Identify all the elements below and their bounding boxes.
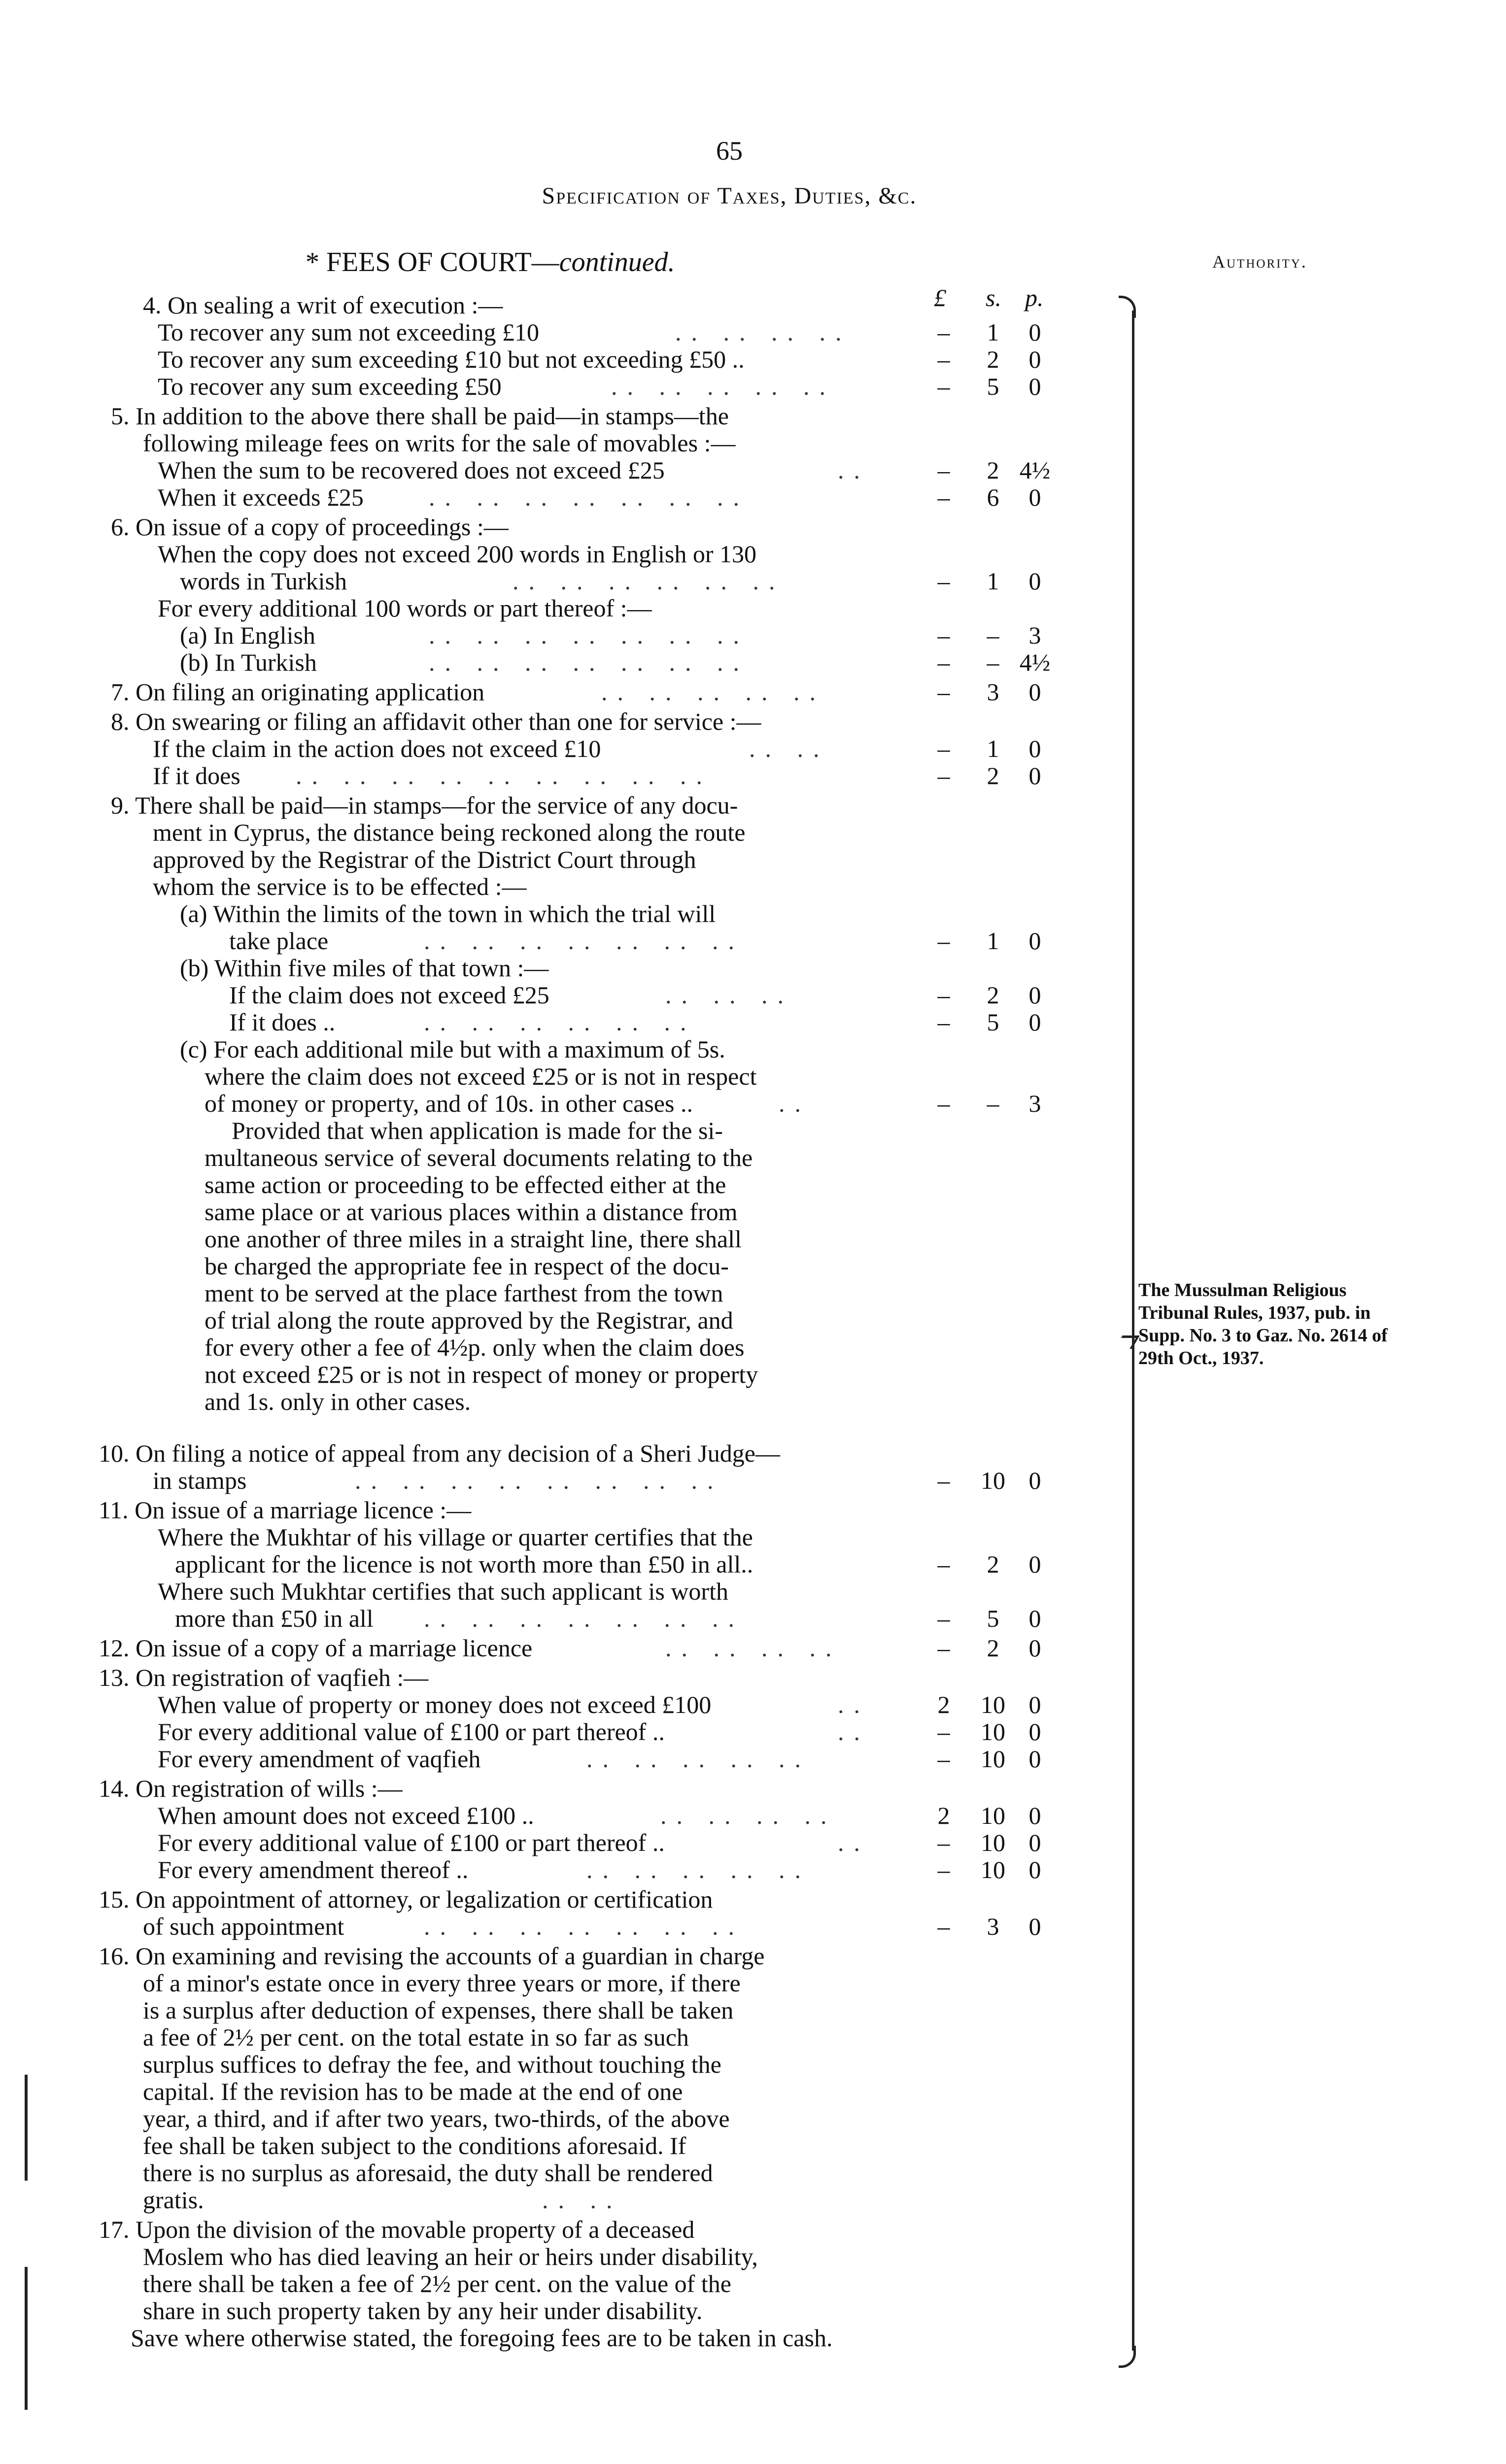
authority-bracket [1132, 310, 1134, 2351]
fee-pence: 0 [1028, 927, 1041, 955]
authority-bracket-point [1115, 1335, 1140, 1349]
fee-shillings: – [987, 1090, 999, 1117]
fee-line-text: is a surplus after deduction of expenses, there shall be taken [143, 1996, 734, 2024]
fee-line-text: 9. There shall be paid—in stamps—for the service of any docu- [111, 791, 738, 819]
fee-pounds: – [937, 735, 950, 762]
fee-pounds: – [937, 1829, 950, 1856]
fee-line-text: approved by the Registrar of the District Court through [153, 846, 696, 873]
fee-pence: 3 [1028, 621, 1041, 649]
fee-pence: 0 [1028, 762, 1041, 789]
fee-line-text: 13. On registration of vaqfieh :— [99, 1664, 429, 1691]
fee-line-text: For every additional value of £100 or part thereof .. [158, 1718, 665, 1745]
leader-dots: .. .. .. .. .. .. .. [424, 927, 744, 955]
fee-line-text: a fee of 2½ per cent. on the total estate in so far as such [143, 2023, 689, 2051]
fee-shillings: 5 [987, 373, 999, 400]
fee-line-text: ment in Cyprus, the distance being reckoned along the route [153, 819, 746, 846]
leader-dots: .. .. .. [665, 981, 793, 1009]
leader-dots: .. .. .. .. [675, 318, 852, 346]
leader-dots: .. .. .. .. .. .. .. [424, 1913, 744, 1940]
fee-line-text: For every additional 100 words or part thereof :— [158, 594, 652, 622]
fee-pounds: – [937, 456, 950, 484]
fee-line-text: (c) For each additional mile but with a maximum of 5s. [180, 1035, 725, 1063]
fee-pounds: – [937, 1856, 950, 1883]
fee-shillings: 10 [981, 1829, 1005, 1856]
fee-line-text: same action or proceeding to be effected either at the [205, 1171, 726, 1198]
fee-line-text: be charged the appropriate fee in respect of the docu- [205, 1252, 729, 1280]
fee-shillings: 5 [987, 1605, 999, 1632]
fee-line-text: capital. If the revision has to be made at the end of one [143, 2078, 683, 2105]
margin-scan-line-upper [25, 2075, 28, 2181]
leader-dots: .. [779, 1090, 811, 1117]
leader-dots: .. .. .. .. .. .. [513, 567, 785, 595]
fee-line-text: (a) In English [180, 621, 315, 649]
fee-line-text: same place or at various places within a distance from [205, 1198, 738, 1226]
fee-line-text: of trial along the route approved by the Registrar, and [205, 1306, 733, 1334]
fee-line-text: Provided that when application is made for the si- [232, 1117, 723, 1144]
fee-pence: 0 [1028, 981, 1041, 1009]
fee-pence: 4½ [1019, 649, 1051, 676]
fee-pounds: – [937, 373, 950, 400]
fee-line-text: To recover any sum not exceeding £10 [158, 318, 540, 346]
fee-line-text: take place [229, 927, 329, 955]
fee-line-text: For every amendment of vaqfieh [158, 1745, 481, 1773]
fee-pence: 0 [1028, 318, 1041, 346]
fee-pence: 0 [1028, 1550, 1041, 1578]
fee-line-text: If it does [153, 762, 240, 789]
fee-line-text: fee shall be taken subject to the conditions aforesaid. If [143, 2132, 686, 2159]
fee-line-text: To recover any sum exceeding £50 [158, 373, 502, 400]
fee-pence: 0 [1028, 678, 1041, 706]
leader-dots: .. [838, 1691, 870, 1718]
fee-shillings: 2 [987, 345, 999, 373]
fee-pence: 0 [1028, 1802, 1041, 1829]
fee-pence: 0 [1028, 1856, 1041, 1883]
leader-dots: .. [838, 1718, 870, 1745]
fee-pounds: – [937, 1605, 950, 1632]
fee-pounds: – [937, 1718, 950, 1745]
leader-dots: .. .. .. .. .. .. .. [424, 1605, 744, 1632]
margin-scan-line-lower [25, 2267, 28, 2410]
leader-dots: .. .. .. .. .. .. .. .. .. [296, 762, 712, 789]
fee-line-text: words in Turkish [180, 567, 347, 595]
fee-line-text: and 1s. only in other cases. [205, 1388, 471, 1415]
leader-dots: .. .. .. .. .. .. .. [429, 483, 749, 511]
fee-line-text: surplus suffices to defray the fee, and without touching the [143, 2051, 721, 2078]
fee-shillings: 10 [981, 1467, 1005, 1494]
fee-line-text: where the claim does not exceed £25 or is not in respect [205, 1062, 757, 1090]
section-title-continued: continued. [559, 247, 675, 277]
fee-pounds: – [937, 762, 950, 789]
fee-pence: 0 [1028, 1718, 1041, 1745]
leader-dots: .. .. [749, 735, 829, 762]
fee-line-text: applicant for the licence is not worth more than £50 in all.. [175, 1550, 753, 1578]
fee-line-text: whom the service is to be effected :— [153, 873, 527, 900]
fee-line-text: 16. On examining and revising the accounts of a guardian in charge [99, 1942, 765, 1970]
fee-shillings: 1 [987, 927, 999, 955]
fee-line-text: 8. On swearing or filing an affidavit other than one for service :— [111, 708, 761, 735]
fee-shillings: 2 [987, 1550, 999, 1578]
column-head-pence: p. [1025, 284, 1044, 311]
fee-pence: 0 [1028, 735, 1041, 762]
section-title-main: * FEES OF COURT— [306, 247, 559, 277]
fee-pounds: – [937, 318, 950, 346]
fee-pounds: 2 [937, 1691, 950, 1718]
running-head: Specification of Taxes, Duties, &c. [542, 183, 917, 209]
fee-line-text: 7. On filing an originating application [111, 678, 485, 706]
leader-dots: .. [838, 1829, 870, 1856]
leader-dots: .. .. [542, 2186, 622, 2214]
fee-shillings: 5 [987, 1008, 999, 1036]
fee-pence: 4½ [1019, 456, 1051, 484]
fee-line-text: for every other a fee of 4½p. only when the claim does [205, 1334, 745, 1361]
fee-line-text: (a) Within the limits of the town in which the trial will [180, 900, 716, 927]
fee-shillings: – [987, 621, 999, 649]
fee-line-text: of a minor's estate once in every three years or more, if there [143, 1969, 741, 1997]
fee-line-text: share in such property taken by any heir under disability. [143, 2297, 703, 2325]
fee-line-text: gratis. [143, 2186, 204, 2214]
fee-line-text: When the copy does not exceed 200 words in English or 130 [158, 540, 757, 568]
fee-pounds: 2 [937, 1802, 950, 1829]
fee-line-text: year, a third, and if after two years, two-thirds, of the above [143, 2105, 730, 2132]
fee-line-text: Save where otherwise stated, the foregoing fees are to be taken in cash. [131, 2324, 833, 2352]
fee-line-text: 15. On appointment of attorney, or legalization or certification [99, 1885, 713, 1913]
fee-line-text: not exceed £25 or is not in respect of money or property [205, 1361, 758, 1388]
authority-bracket-bottom [1119, 2346, 1136, 2368]
leader-dots: .. .. .. .. .. .. .. .. [355, 1467, 723, 1494]
fee-line-text: more than £50 in all [175, 1605, 374, 1632]
fee-line-text: Where such Mukhtar certifies that such applicant is worth [158, 1577, 728, 1605]
fee-pence: 0 [1028, 1605, 1041, 1632]
column-head-shillings: s. [986, 284, 1001, 311]
fee-line-text: of such appointment [143, 1913, 344, 1940]
fee-pence: 0 [1028, 1829, 1041, 1856]
fee-line-text: in stamps [153, 1467, 247, 1494]
fee-shillings: 10 [981, 1856, 1005, 1883]
fee-shillings: 1 [987, 567, 999, 595]
fee-pounds: – [937, 678, 950, 706]
fee-shillings: 10 [981, 1691, 1005, 1718]
fee-shillings: 2 [987, 456, 999, 484]
fee-shillings: 2 [987, 1634, 999, 1662]
leader-dots: .. .. .. .. .. [601, 678, 825, 706]
leader-dots: .. .. .. .. .. [586, 1856, 811, 1883]
fee-pounds: – [937, 483, 950, 511]
fee-pounds: – [937, 1467, 950, 1494]
leader-dots: .. [838, 456, 870, 484]
fee-line-text: multaneous service of several documents relating to the [205, 1144, 753, 1171]
fee-shillings: – [987, 649, 999, 676]
leader-dots: .. .. .. .. .. [586, 1745, 811, 1773]
fee-pence: 0 [1028, 1745, 1041, 1773]
fee-shillings: 2 [987, 981, 999, 1009]
fee-line-text: 11. On issue of a marriage licence :— [99, 1496, 472, 1524]
section-title [306, 246, 675, 278]
fee-line-text: ment to be served at the place farthest from the town [205, 1279, 723, 1307]
fee-pounds: – [937, 1745, 950, 1773]
fee-line-text: 6. On issue of a copy of proceedings :— [111, 513, 509, 541]
fee-line-text: When value of property or money does not exceed £100 [158, 1691, 712, 1718]
fee-pounds: – [937, 1008, 950, 1036]
fee-line-text: 14. On registration of wills :— [99, 1775, 403, 1802]
fee-shillings: 2 [987, 762, 999, 789]
leader-dots: .. .. .. .. [660, 1802, 837, 1829]
fee-pounds: – [937, 927, 950, 955]
fee-line-text: (b) In Turkish [180, 649, 317, 676]
fee-pence: 0 [1028, 1634, 1041, 1662]
fee-pounds: – [937, 1634, 950, 1662]
leader-dots: .. .. .. .. .. .. [424, 1008, 696, 1036]
fee-line-text: To recover any sum exceeding £10 but not exceeding £50 .. [158, 345, 745, 373]
fee-line-text: When it exceeds £25 [158, 483, 364, 511]
fee-shillings: 10 [981, 1745, 1005, 1773]
fee-shillings: 10 [981, 1802, 1005, 1829]
fee-line-text: there shall be taken a fee of 2½ per cent. on the value of the [143, 2270, 731, 2297]
fee-line-text: of money or property, and of 10s. in other cases .. [205, 1090, 693, 1117]
fee-line-text: For every additional value of £100 or part thereof .. [158, 1829, 665, 1856]
fee-line-text: one another of three miles in a straight line, there shall [205, 1225, 742, 1253]
fee-pence: 0 [1028, 1691, 1041, 1718]
fee-line-text: If the claim in the action does not exceed £10 [153, 735, 601, 762]
fee-line-text: For every amendment thereof .. [158, 1856, 469, 1883]
fee-shillings: 10 [981, 1718, 1005, 1745]
fee-line-text: 17. Upon the division of the movable property of a deceased [99, 2216, 695, 2243]
fee-line-text: When amount does not exceed £100 .. [158, 1802, 534, 1829]
fee-line-text: 12. On issue of a copy of a marriage licence [99, 1634, 533, 1662]
fee-pounds: – [937, 1913, 950, 1940]
fee-shillings: 6 [987, 483, 999, 511]
fee-pence: 0 [1028, 373, 1041, 400]
column-head-pounds: £ [934, 284, 946, 311]
page-number: 65 [716, 136, 743, 166]
fee-pence: 0 [1028, 345, 1041, 373]
fee-pence: 0 [1028, 567, 1041, 595]
fee-pounds: – [937, 567, 950, 595]
leader-dots: .. .. .. .. .. .. .. [429, 621, 749, 649]
fee-pence: 0 [1028, 483, 1041, 511]
fee-shillings: 1 [987, 318, 999, 346]
leader-dots: .. .. .. .. .. .. .. [429, 649, 749, 676]
authority-note: The Mussulman Religious Tribunal Rules, 1937, pub. in Supp. No. 3 to Gaz. No. 2614 of 29th Oct., 1937. [1138, 1280, 1388, 1369]
fee-line-text: following mileage fees on writs for the sale of movables :— [143, 429, 736, 457]
fee-line-text: there is no surplus as aforesaid, the duty shall be rendered [143, 2159, 713, 2187]
fee-pence: 0 [1028, 1008, 1041, 1036]
fee-line-text: Moslem who has died leaving an heir or heirs under disability, [143, 2243, 758, 2270]
fee-line-text: When the sum to be recovered does not exceed £25 [158, 456, 665, 484]
leader-dots: .. .. .. .. [665, 1634, 842, 1662]
fee-line-text: Where the Mukhtar of his village or quarter certifies that the [158, 1523, 753, 1551]
fee-line-text: If it does .. [229, 1008, 336, 1036]
fee-pounds: – [937, 621, 950, 649]
fee-line-text: 5. In addition to the above there shall be paid—in stamps—the [111, 402, 729, 430]
fee-line-text: (b) Within five miles of that town :— [180, 954, 549, 982]
fee-pounds: – [937, 1090, 950, 1117]
fee-pence: 0 [1028, 1913, 1041, 1940]
fee-pounds: – [937, 649, 950, 676]
fee-shillings: 3 [987, 678, 999, 706]
fee-line-text: If the claim does not exceed £25 [229, 981, 549, 1009]
fee-shillings: 3 [987, 1913, 999, 1940]
leader-dots: .. .. .. .. .. [611, 373, 835, 400]
fee-pence: 0 [1028, 1467, 1041, 1494]
fee-pounds: – [937, 981, 950, 1009]
fee-line-text: 10. On filing a notice of appeal from any decision of a Sheri Judge— [99, 1439, 780, 1467]
fee-pounds: – [937, 345, 950, 373]
fee-shillings: 1 [987, 735, 999, 762]
fee-pence: 3 [1028, 1090, 1041, 1117]
authority-heading: Authority. [1212, 252, 1307, 272]
fee-pounds: – [937, 1550, 950, 1578]
fee-line-text: 4. On sealing a writ of execution :— [143, 291, 503, 319]
